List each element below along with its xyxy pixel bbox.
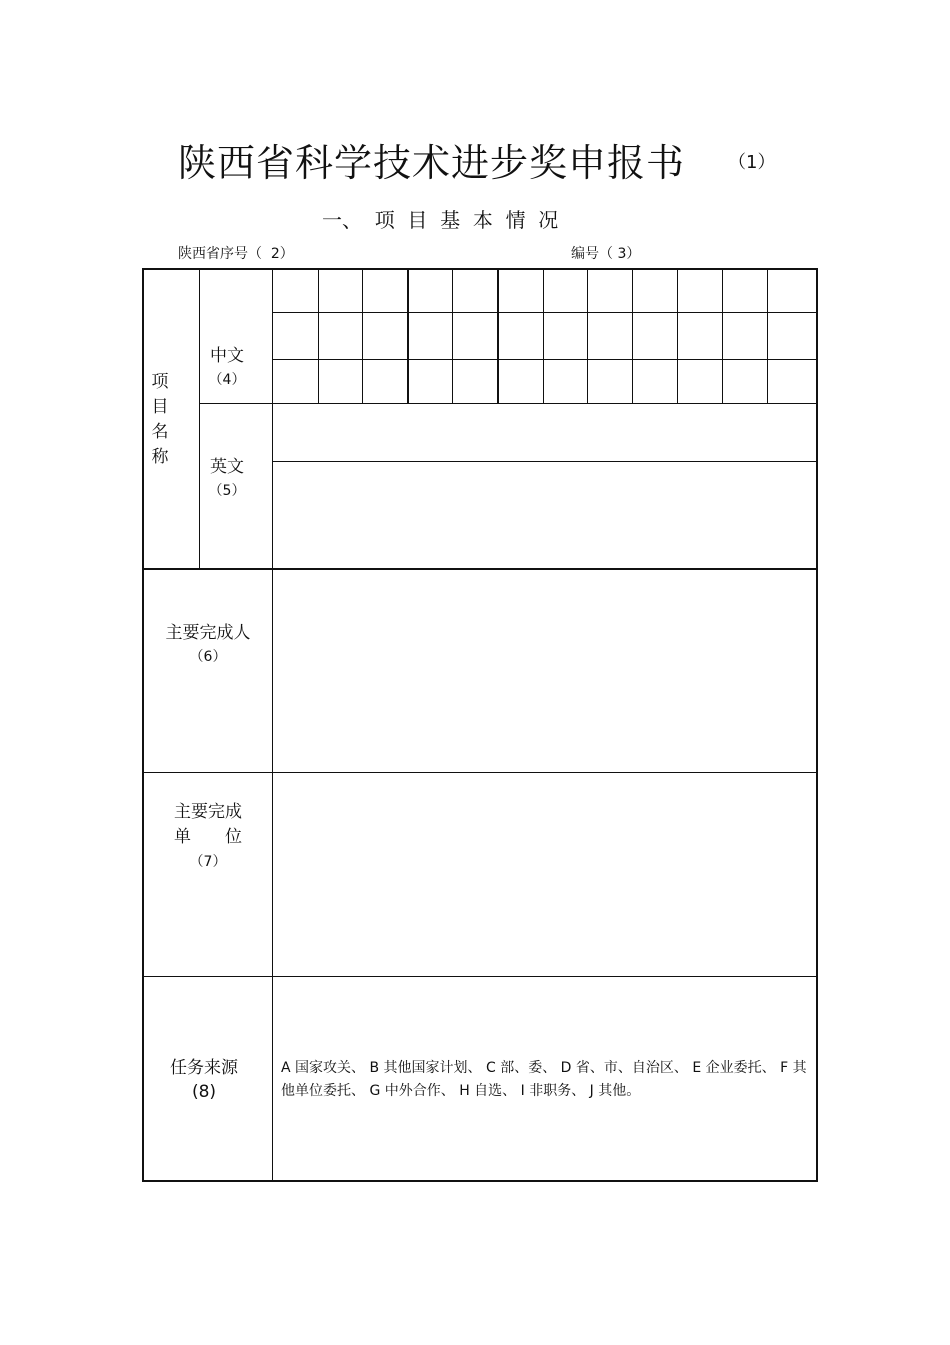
chinese-label: 中文 xyxy=(210,346,244,366)
char-grid-col xyxy=(677,268,678,404)
table-border-top xyxy=(142,268,818,270)
char-grid-col xyxy=(543,268,544,404)
divider-v-name xyxy=(199,268,200,569)
char-grid-row2 xyxy=(272,359,817,360)
province-sequence-label: 陕西省序号（ 2） xyxy=(178,246,294,262)
char-grid-col xyxy=(407,268,409,404)
project-name-char: 称 xyxy=(151,447,169,467)
char-grid-col xyxy=(497,268,499,404)
task-source-text: 任务来源 xyxy=(170,1058,238,1078)
char-grid-col xyxy=(587,268,588,404)
english-label: 英文 xyxy=(210,457,244,477)
divider-h-en-rows xyxy=(272,461,817,462)
table-border-left xyxy=(142,268,144,1182)
chinese-number: （4） xyxy=(208,372,246,388)
divider-h-source xyxy=(142,976,818,977)
main-persons-label xyxy=(144,621,272,669)
divider-v-content xyxy=(272,268,273,1182)
project-name-char: 项 xyxy=(151,372,169,392)
task-source-number: (8) xyxy=(191,1082,217,1102)
char-grid-col xyxy=(632,268,633,404)
serial-number-label: 编号（ 3） xyxy=(571,246,641,262)
main-units-text2: 单 位 xyxy=(174,827,242,847)
section-subtitle: 一、 项 目 基 本 情 况 xyxy=(322,208,559,232)
english-name-label xyxy=(200,455,254,503)
divider-h-cn-en xyxy=(199,403,817,404)
char-grid-col xyxy=(318,268,319,404)
main-units-number: （7） xyxy=(189,854,227,870)
form-title: 陕西省科学技术进步奖申报书 xyxy=(178,141,686,185)
main-persons-text: 主要完成人 xyxy=(165,623,251,643)
char-grid-col xyxy=(722,268,723,404)
char-grid-col xyxy=(767,268,768,404)
chinese-name-label xyxy=(200,344,254,392)
divider-h-persons xyxy=(142,568,818,570)
project-name-label xyxy=(150,370,170,470)
project-name-char: 目 xyxy=(151,397,169,417)
char-grid-col xyxy=(452,268,453,404)
main-units-text: 主要完成 xyxy=(174,802,242,822)
table-border-bottom xyxy=(142,1180,818,1182)
task-source-label xyxy=(144,1056,264,1104)
table-border-right xyxy=(816,268,818,1182)
main-units-label xyxy=(144,800,272,875)
divider-h-units xyxy=(142,772,818,773)
char-grid-row1 xyxy=(272,312,817,313)
project-name-char: 名 xyxy=(151,422,169,442)
task-source-options: A 国家攻关、 B 其他国家计划、 C 部、委、 D 省、市、自治区、 E 企业委托、 F 其他单位委托、 G 中外合作、 H 自选、 I 非职务、 J 其他。 xyxy=(281,1060,807,1099)
main-persons-number: （6） xyxy=(189,649,227,665)
char-grid-col xyxy=(362,268,363,404)
form-title-number: （1） xyxy=(728,152,776,173)
english-number: （5） xyxy=(208,483,246,499)
